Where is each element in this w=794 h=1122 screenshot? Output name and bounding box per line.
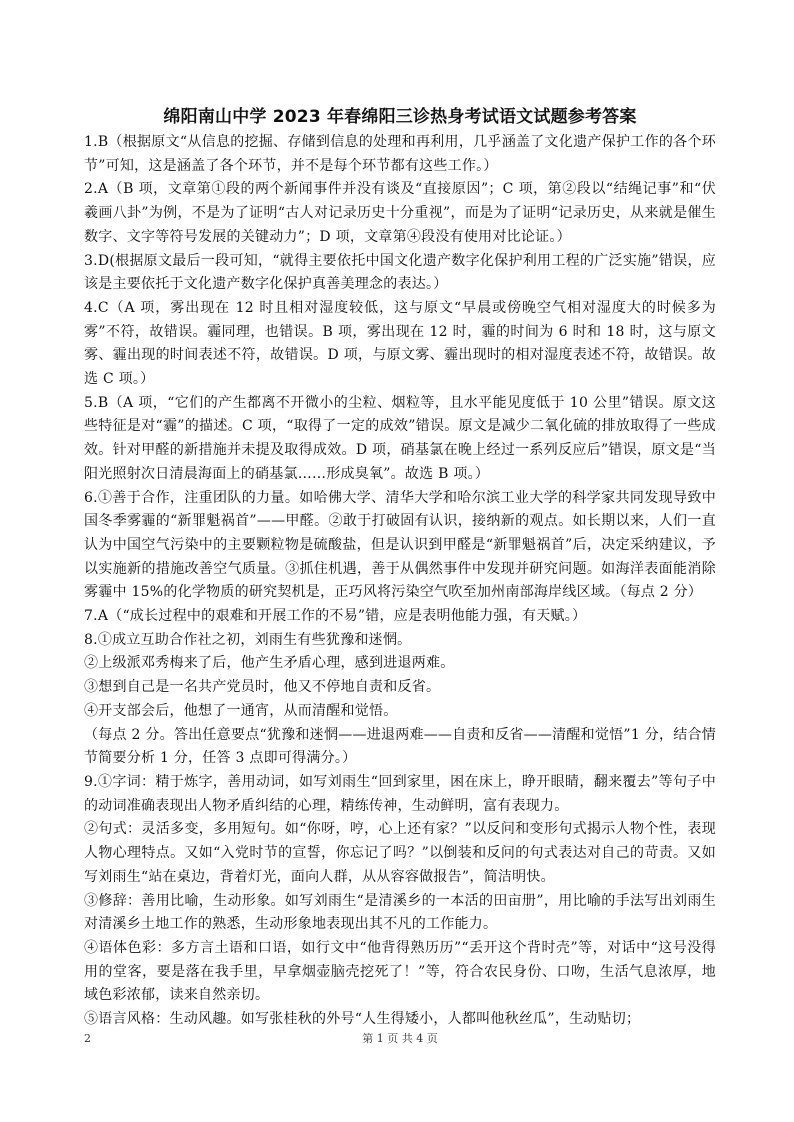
page-title: 绵阳南山中学 2023 年春绵阳三诊热身考试语文试题参考答案 (163, 107, 637, 127)
answer-paragraph: ②上级派邓秀梅来了后，他产生矛盾心理，感到进退两难。 (84, 655, 455, 672)
answer-paragraph: ③修辞：善用比喻，生动形象。如写刘雨生“是清溪乡的一本活的田亩册”，用比喻的手法写出刘雨生对清溪乡土地工作的熟悉，生动形象地表现出其不凡的工作能力。 (84, 892, 716, 933)
answer-paragraph: ⑤语言风格：生动风趣。如写张桂秋的外号“人生得矮小，人都叫他秋丝瓜”，生动贴切； (84, 1011, 641, 1028)
answer-paragraph: 6.①善于合作，注重团队的力量。如哈佛大学、清华大学和哈尔滨工业大学的科学家共同发现导致中国冬季雾霾的“新罪魁祸首”——甲醛。②敢于打破固有认识，接纳新的观点。如长期以来，人们一直认为中国空气污染中的主要颗粒物是硫酸盐，但是认识到甲醛是“新罪魁祸首”后，决定采纳建议，予以实施新的措施改善空气质量。③抓住机遇，善于从偶然事件中发现并研究问题。如海洋表面能消除雾霾中 15%的化学物质的研究契机是，正巧风将污染空气吹至加州南部海岸线区域。（每点 2 分） (84, 489, 716, 601)
answer-paragraph: （每点 2 分。答出任意要点“犹豫和迷惘——进退两难——自责和反省——清醒和觉悟”1 分，结合情节简要分析 1 分，任答 3 点即可得满分。） (84, 726, 716, 767)
answer-paragraph: 5.B（A 项，“它们的产生都离不开微小的尘粒、烟粒等，且水平能见度低于 10 公里”错误。原文这些特征是对“霾”的描述。C 项，“取得了一定的成效”错误。原文是减少二氧化硫的排放取得了一些成效。针对甲醛的新措施并未提及取得成效。D 项，硝基氯在晚上经过一系列反应后”错误，原文是“当阳光照射次日清晨海面上的硝基氯……形成臭氧”。故选 B 项。） (84, 394, 716, 482)
answer-paragraph: ③想到自己是一名共产党员时，他又不停地自责和反省。 (84, 679, 441, 696)
answer-paragraph: 3.D(根据原文最后一段可知，“就得主要依托中国文化遗产数字化保护利用工程的广泛实施”错误，应该是主要依托于文化遗产数字化保护真善美理念的表达。） (84, 252, 716, 293)
footer-left-number: 2 (84, 1032, 91, 1045)
answer-paragraph: 1.B（根据原文“从信息的挖掘、存储到信息的处理和再利用，几乎涵盖了文化遗产保护工作的各个环节”可知，这是涵盖了各个环节，并不是每个环节都有这些工作。） (84, 134, 716, 174)
answer-paragraph: 4.C（A 项，雾出现在 12 时且相对湿度较低，这与原文“早晨或傍晚空气相对湿度大的时候多为雾”不符，故错误。霾同理，也错误。B 项，雾出现在 12 时，霾的时间为 6 时和 18 时，这与原文雾、霾出现的时间表述不符，故错误。D 项，与原文雾、霾出现时的相对湿度表述不符，故错误。故选 C 项。） (84, 299, 716, 388)
answer-paragraph: 2.A（B 项，文章第①段的两个新闻事件并没有谈及“直接原因”；C 项，第②段以“结绳记事”和“伏羲画八卦”为例，不是为了证明“古人对记录历史十分重视”，而是为了证明“记录历史，从来就是催生数字、文字等符号发展的关键动力”；D 项，文章第④段没有使用对比论证。） (84, 181, 716, 245)
answer-paragraph: 7.A（“成长过程中的艰难和开展工作的不易”错，应是表明他能力强，有天赋。） (84, 608, 587, 625)
answer-paragraph: ④开支部会后，他想了一通宵，从而清醒和觉悟。 (84, 702, 398, 719)
answer-paragraph: 9.①字词：精于炼字，善用动词，如写刘雨生“回到家里，困在床上，睁开眼睛，翻来覆去”等句子中的动词准确表现出人物矛盾纠结的心理，精练传神，生动鲜明，富有表现力。 (84, 773, 716, 814)
answer-paragraph: ④语体色彩：多方言土语和口语，如行文中“他背得熟历历”“丢开这个背时壳”等，对话中“这号没得用的堂客，要是落在我手里，早拿烟壶脑壳挖死了！”等，符合农民身份、口吻，生活气息浓厚，地域色彩浓郁，读来自然亲切。 (84, 939, 716, 1004)
footer-page-info: 第 1 页 共 4 页 (362, 1032, 438, 1045)
answer-paragraph: ②句式：灵活多变，多用短句。如“你呀，哼，心上还有家？”以反问和变形句式揭示人物个性，表现人物心理特点。又如“入党时节的宣誓，你忘记了吗？”以倒装和反问的句式表达对自己的苛责。又如写刘雨生“站在桌边，背着灯光，面向人群，从从容容做报告”，简洁明快。 (84, 821, 716, 885)
answer-content (84, 131, 716, 1032)
answer-paragraph: 8.①成立互助合作社之初，刘雨生有些犹豫和迷惘。 (84, 631, 412, 648)
